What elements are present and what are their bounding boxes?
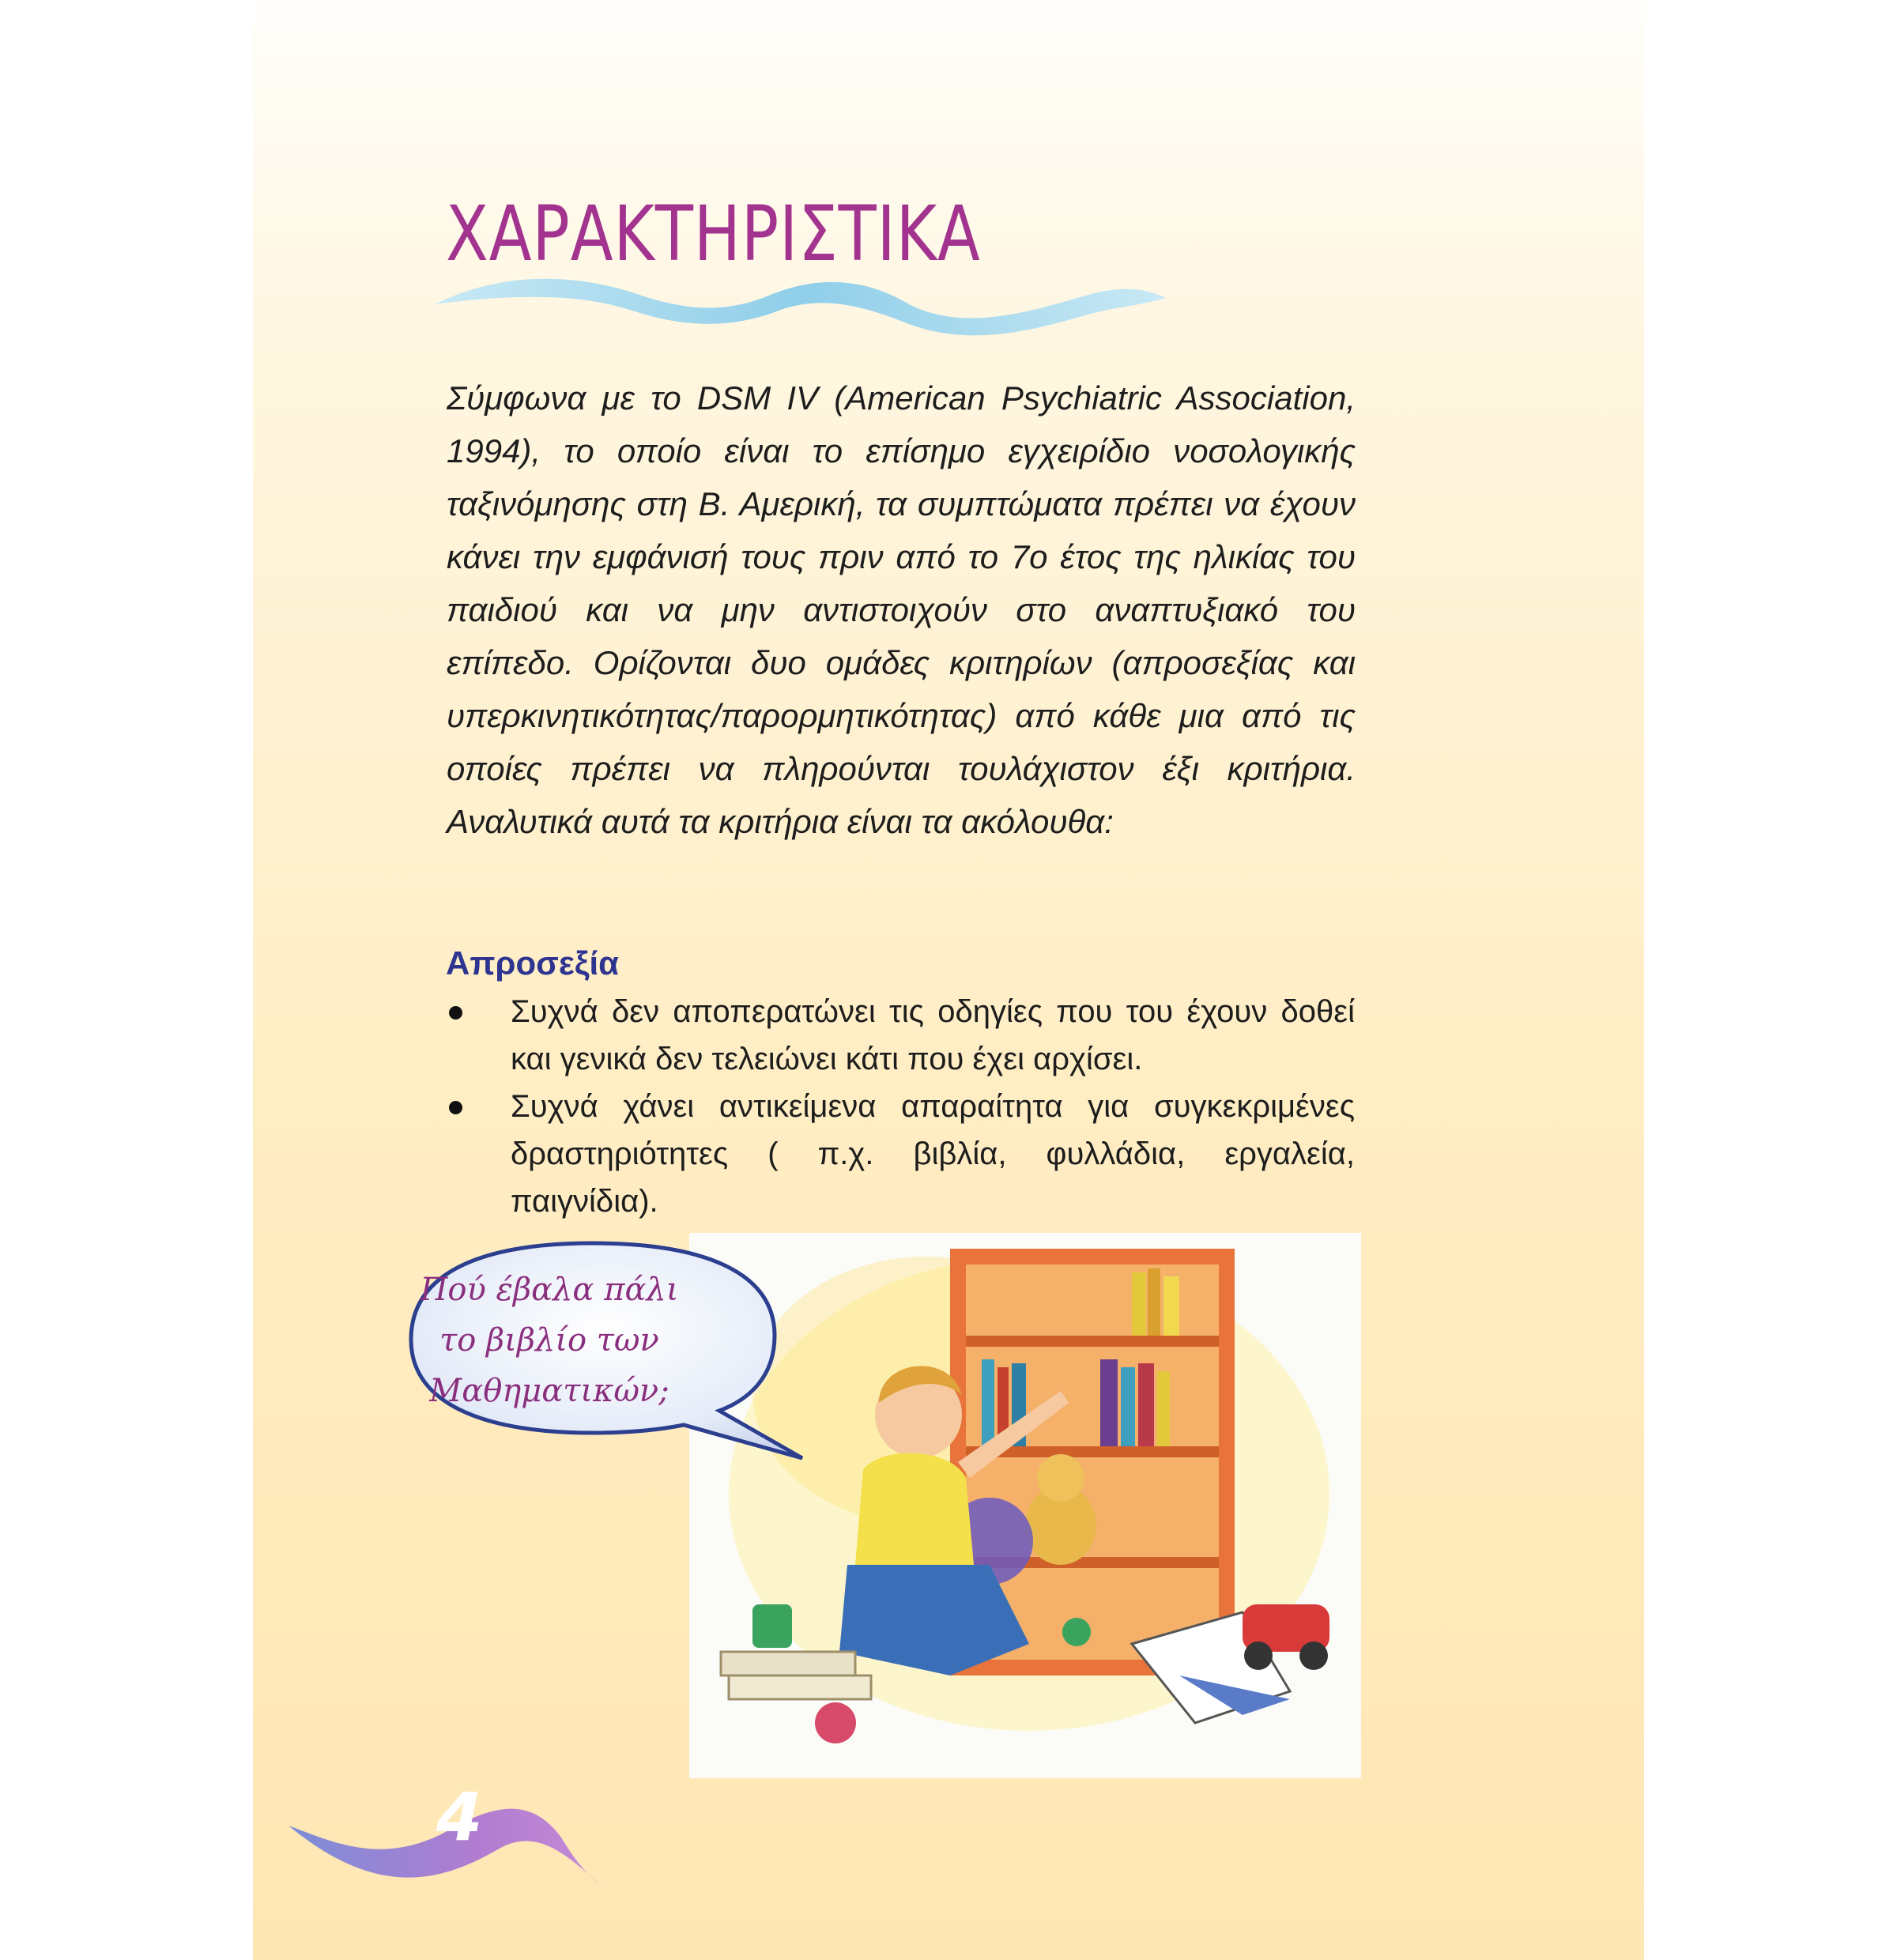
title-wave-decoration (427, 257, 1170, 352)
criteria-list (446, 988, 1355, 1225)
bubble-line: Πού έβαλα πάλι (420, 1272, 679, 1308)
bullet-icon (449, 1006, 462, 1020)
document-page (253, 0, 1644, 1960)
bubble-line: το βιβλίο των (439, 1322, 659, 1359)
list-item-text: Συχνά δεν αποπερατώνει τις οδηγίες που του έχουν δοθεί και γενικά δεν τελειώνει κάτι που έχει αρχίσει. (511, 994, 1355, 1076)
bubble-line: Μαθηματικών; (429, 1373, 669, 1409)
intro-paragraph: Σύμφωνα με το DSM IV (American Psychiatric Association, 1994), το οποίο είναι το επίσημο εγχειρίδιο νοσολογικής ταξινόμησης στη Β. Αμερική, τα συμπτώματα πρέπει να έχουν κάνει την εμφάνισή τους πριν από το 7ο έτος της ηλικίας του παιδιού και να μην αντιστοιχούν στο αναπτυξιακό του επίπεδο. Ορίζονται δυο ομάδες κριτηρίων (απροσεξίας και υπερκινητικότητας/παρορμητικότητας) από κάθε μια από τις οποίες πρέπει να πληρούνται τουλάχιστον έξι κριτήρια. Αναλυτικά αυτά τα κριτήρια είναι τα ακόλουθα: (447, 379, 1356, 840)
section-heading-inattention: Απροσεξία (446, 944, 619, 982)
bullet-icon (449, 1101, 462, 1114)
list-item (446, 988, 1355, 1083)
list-item (446, 1083, 1355, 1225)
speech-bubble-text (391, 1265, 707, 1416)
page-title: ΧΑΡΑΚΤΗΡΙΣΤΙΚΑ (446, 190, 981, 278)
page-number: 4 (436, 1778, 483, 1856)
list-item-text: Συχνά χάνει αντικείμενα απαραίτητα για συγκεκριμένες δραστηριότητες ( π.χ. βιβλία, φυλλάδια, εργαλεία, παιγνίδια). (511, 1089, 1355, 1219)
